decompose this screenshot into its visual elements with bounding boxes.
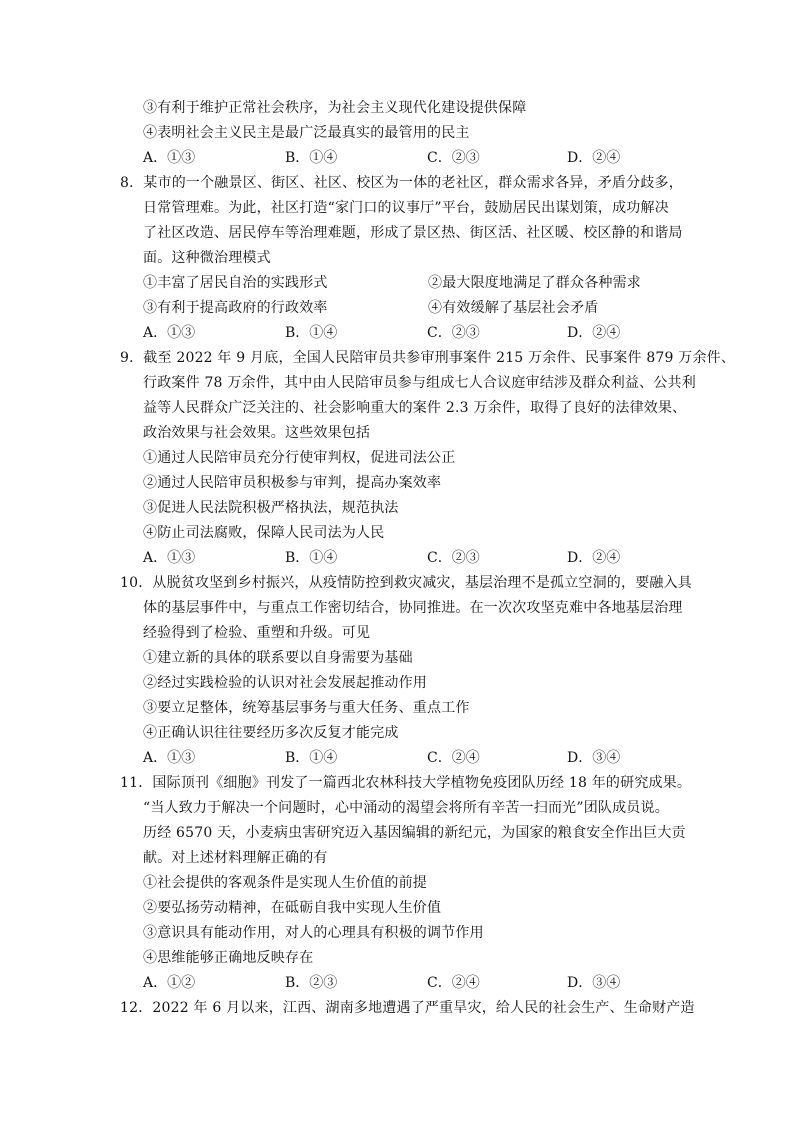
- q11-option-3: ③意识具有能动作用，对人的心理具有积极的调节作用: [143, 925, 484, 941]
- q8-stem-line: 日常管理难。为此，社区打造“家门口的议事厅”平台，鼓励居民出谋划策，成功解决: [143, 200, 669, 216]
- choice-c: C．②③: [427, 325, 480, 341]
- q9-option-2: ②通过人民陪审员积极参与审判，提高办案效率: [143, 475, 442, 491]
- q10-option-1: ①建立新的具体的联系要以自身需要为基础: [143, 650, 413, 666]
- option-3: ③有利于维护正常社会秩序，为社会主义现代化建设提供保障: [143, 100, 527, 116]
- choice-d: D．③④: [567, 975, 621, 991]
- q9-stem-line: 益等人民群众广泛关注的、社会影响重大的案件 2.3 万余件，取得了良好的法律效果、: [143, 400, 687, 416]
- q8-option-2: ②最大限度地满足了群众各种需求: [428, 275, 641, 291]
- q9-option-1: ①通过人民陪审员充分行使审判权，促进司法公正: [143, 450, 456, 466]
- choice-b: B．①④: [285, 750, 338, 766]
- choice-d: D．②④: [567, 325, 621, 341]
- q9-stem-line: 政治效果与社会效果。这些效果包括: [143, 425, 371, 441]
- q11-stem-line: 献。对上述材料理解正确的有: [143, 850, 328, 866]
- q11-option-1: ①社会提供的客观条件是实现人生价值的前提: [143, 875, 427, 891]
- q11-stem-line: 11．国际顶刊《细胞》刊发了一篇西北农林科技大学植物免疫团队历经 18 年的研究成果。: [120, 775, 692, 791]
- choice-b: B．①④: [285, 150, 338, 166]
- choice-a: A．①③: [143, 750, 196, 766]
- choice-b: B．①④: [285, 550, 338, 566]
- choice-d: D．②④: [567, 150, 621, 166]
- q9-option-4: ④防止司法腐败，保障人民司法为人民: [143, 525, 385, 541]
- choice-a: A．①③: [143, 325, 196, 341]
- q10-stem-line: 经验得到了检验、重塑和升级。可见: [143, 625, 371, 641]
- q8-stem-line: 了社区改造、居民停车等治理难题，形成了景区热、街区活、社区暖、校区静的和谐局: [143, 225, 683, 241]
- q11-stem-line: “当人致力于解决一个问题时，心中涌动的渴望会将所有辛苦一扫而光”团队成员说。: [143, 800, 669, 816]
- q10-option-4: ④正确认识往往要经历多次反复才能完成: [143, 725, 399, 741]
- choice-b: B．①④: [285, 325, 338, 341]
- q10-stem-line: 10．从脱贫攻坚到乡村振兴，从疫情防控到救灾减灾，基层治理不是孤立空洞的，要融入具: [120, 575, 693, 591]
- q9-stem-line: 9．截至 2022 年 9 月底，全国人民陪审员共参审刑事案件 215 万余件、民事案件 879 万余件、: [120, 350, 736, 366]
- choice-a: A．①③: [143, 550, 196, 566]
- q9-option-3: ③促进人民法院积极严格执法，规范执法: [143, 500, 399, 516]
- q8-option-3: ③有利于提高政府的行政效率: [143, 300, 328, 316]
- q10-stem-line: 体的基层事件中，与重点工作密切结合，协同推进。在一次次攻坚克难中各地基层治理: [143, 600, 683, 616]
- q8-stem-line: 8．某市的一个融景区、街区、社区、校区为一体的老社区，群众需求各异，矛盾分歧多，: [120, 175, 683, 191]
- option-4: ④表明社会主义民主是最广泛最真实的最管用的民主: [143, 125, 470, 141]
- q10-option-3: ③要立足整体，统筹基层事务与重大任务、重点工作: [143, 700, 470, 716]
- q9-stem-line: 行政案件 78 万余件，其中由人民陪审员参与组成七人合议庭审结涉及群众利益、公共利: [143, 375, 696, 391]
- choice-d: D．②④: [567, 550, 621, 566]
- choice-b: B．②③: [285, 975, 338, 991]
- choice-a: A．①③: [143, 150, 196, 166]
- q10-option-2: ②经过实践检验的认识对社会发展起推动作用: [143, 675, 427, 691]
- choice-c: C．②④: [427, 975, 480, 991]
- choice-c: C．②③: [427, 150, 480, 166]
- q11-option-4: ④思维能够正确地反映存在: [143, 950, 314, 966]
- q11-stem-line: 历经 6570 天，小麦病虫害研究迈入基因编辑的新纪元，为国家的粮食安全作出巨大贡: [143, 825, 686, 841]
- q8-option-4: ④有效缓解了基层社会矛盾: [428, 300, 599, 316]
- choice-a: A．①②: [143, 975, 196, 991]
- choice-c: C．②④: [427, 750, 480, 766]
- choice-d: D．③④: [567, 750, 621, 766]
- q8-option-1: ①丰富了居民自治的实践形式: [143, 275, 328, 291]
- q8-stem-line: 面。这种微治理模式: [143, 250, 271, 266]
- q12-stem-line: 12．2022 年 6 月以来，江西、湖南多地遭遇了严重旱灾，给人民的社会生产、生命财产造: [120, 1000, 695, 1016]
- choice-c: C．②③: [427, 550, 480, 566]
- q11-option-2: ②要弘扬劳动精神，在砥砺自我中实现人生价值: [143, 900, 442, 916]
